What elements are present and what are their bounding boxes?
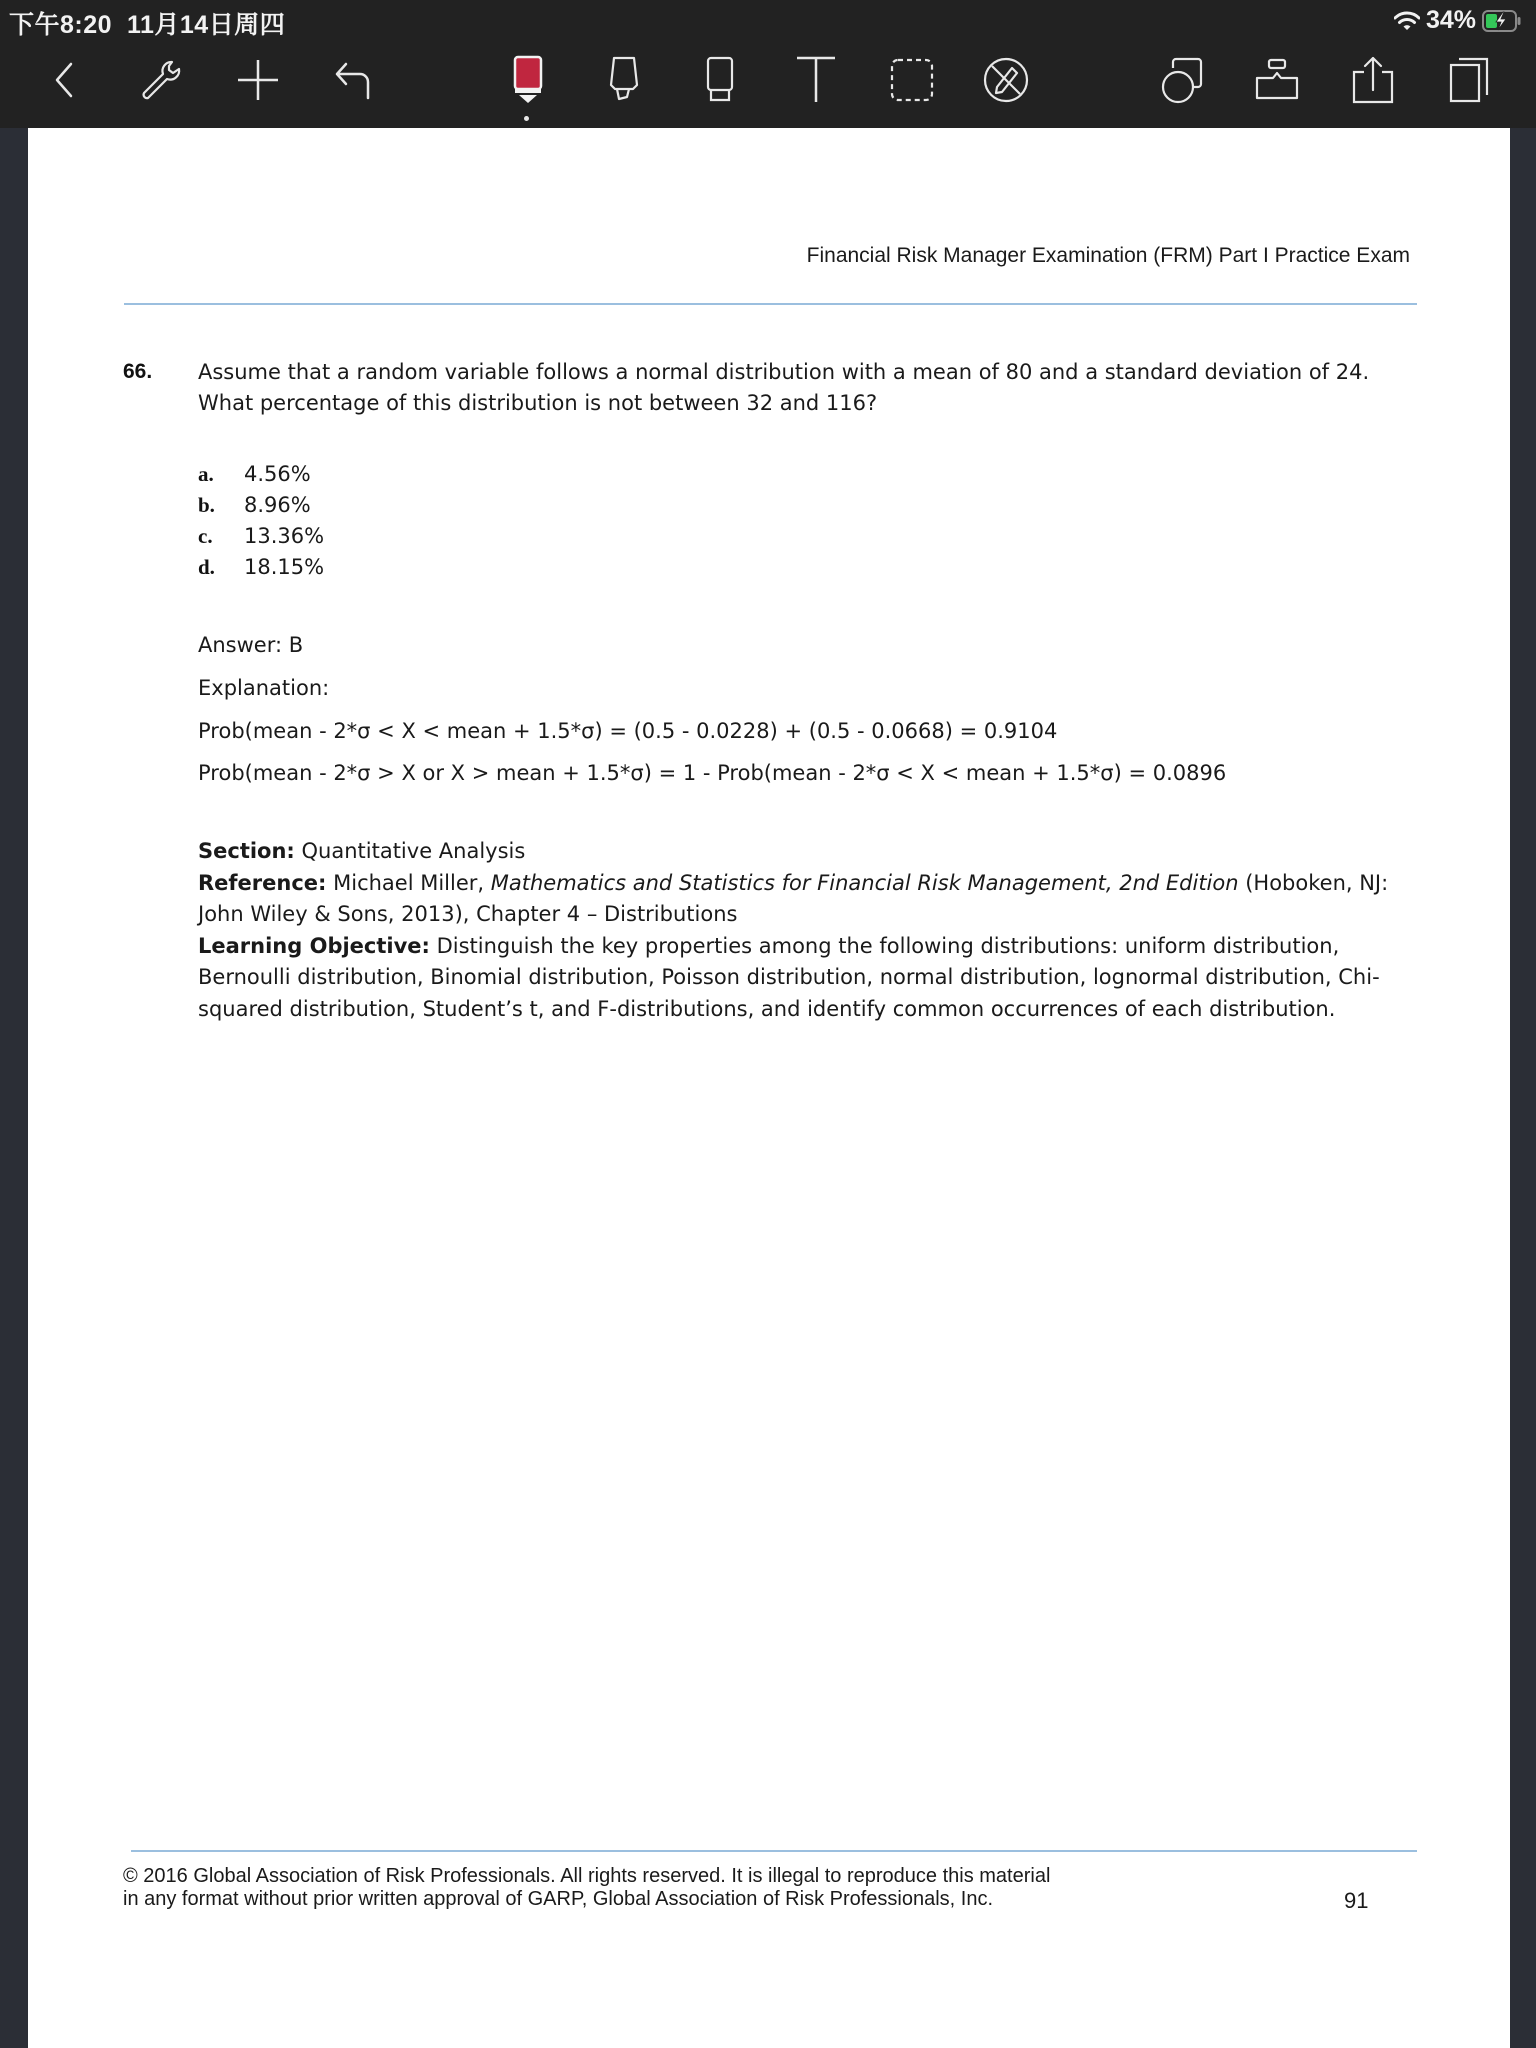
section-label: Section: <box>198 839 295 863</box>
answer-line: Answer: B <box>198 633 304 657</box>
battery-percent: 34% <box>1425 6 1476 34</box>
pen-tool-button[interactable] <box>500 52 556 108</box>
footer-divider <box>131 1850 1417 1852</box>
copyright-footer <box>123 1865 1050 1911</box>
explanation-label: Explanation: <box>198 676 330 700</box>
choice-value: 8.96% <box>244 493 311 517</box>
page-number: 91 <box>1344 1888 1369 1913</box>
answer-choices <box>198 462 324 586</box>
status-date-text: 11月14日周四 <box>126 11 286 39</box>
choice-value: 18.15% <box>244 555 325 579</box>
reference-line <box>198 868 1428 931</box>
tray-icon <box>1253 56 1301 104</box>
pencil-off-button[interactable] <box>978 52 1034 108</box>
learning-objective-line <box>198 931 1428 1026</box>
undo-button[interactable] <box>326 52 382 108</box>
reference-author: Michael Miller, <box>326 870 491 895</box>
section-line <box>198 836 1428 868</box>
status-time <box>9 5 285 41</box>
explanation-line: Prob(mean - 2*σ > X or X > mean + 1.5*σ) = 1 - Prob(mean - 2*σ < X < mean + 1.5*σ) = 0.0896 <box>198 761 1227 785</box>
choice-letter: b. <box>198 493 215 517</box>
reference-title: Mathematics and Statistics for Financial Risk Management, 2nd Edition <box>490 870 1239 895</box>
wifi-icon <box>1394 10 1420 32</box>
lasso-select-icon <box>889 57 935 103</box>
choice-item <box>198 462 324 493</box>
highlighter-tool-button[interactable] <box>596 52 652 108</box>
undo-arrow-icon <box>332 58 376 102</box>
running-head: Financial Risk Manager Examination (FRM) Part I Practice Exam <box>806 244 1410 267</box>
question-number: 66. <box>123 360 153 383</box>
tools-button[interactable] <box>133 52 189 108</box>
add-button[interactable] <box>230 52 286 108</box>
copyright-line: © 2016 Global Association of Risk Professionals. All rights reserved. It is illegal to reproduce this material <box>123 1865 1051 1887</box>
header-divider <box>124 303 1417 305</box>
lasso-tool-button[interactable] <box>884 52 940 108</box>
shapes-icon <box>1157 56 1205 104</box>
back-button[interactable] <box>36 52 92 108</box>
section-value: Quantitative Analysis <box>294 839 526 863</box>
reference-details: (Hoboken, NJ: John Wiley & Sons, 2013), Chapter 4 – Distributions <box>198 870 1389 926</box>
choice-item <box>198 493 324 524</box>
pen-icon <box>511 55 545 105</box>
plus-icon <box>236 58 280 102</box>
chevron-left-icon <box>49 60 79 100</box>
status-time-text: 下午8:20 <box>9 11 113 39</box>
wrench-icon <box>139 58 183 102</box>
reference-label: Reference: <box>198 870 327 895</box>
explanation-line: Prob(mean - 2*σ < X < mean + 1.5*σ) = (0.5 - 0.0228) + (0.5 - 0.0668) = 0.9104 <box>198 719 1058 743</box>
status-indicators <box>1394 6 1522 35</box>
pages-button[interactable] <box>1441 52 1497 108</box>
battery-charging-icon <box>1482 9 1522 33</box>
text-tool-button[interactable] <box>788 52 844 108</box>
share-icon <box>1349 54 1397 106</box>
choice-value: 4.56% <box>244 462 311 486</box>
left-gutter <box>0 128 28 2048</box>
choice-item <box>198 555 324 586</box>
top-bar <box>0 0 1536 128</box>
share-button[interactable] <box>1345 52 1401 108</box>
eraser-tool-button[interactable] <box>692 52 748 108</box>
present-button[interactable] <box>1249 52 1305 108</box>
text-tool-icon <box>794 55 838 105</box>
highlighter-icon <box>607 55 641 105</box>
learning-objective-value: Distinguish the key properties among the following distributions: uniform distribution, Bernoulli distribution, Binomial distribution, Poisson distribution, normal distribution, lognormal distribution, Chi-squared distribution, Student’s t, and F-distributions, and identify common occurrences of each distribution. <box>198 933 1380 1021</box>
learning-objective-label: Learning Objective: <box>198 933 430 958</box>
choice-letter: c. <box>198 524 213 548</box>
shapes-button[interactable] <box>1153 52 1209 108</box>
right-gutter <box>1510 128 1536 2048</box>
choice-item <box>198 524 324 555</box>
eraser-icon <box>703 55 737 105</box>
pencil-disabled-icon <box>982 56 1030 104</box>
active-tool-indicator <box>524 116 529 121</box>
choice-letter: d. <box>198 555 215 579</box>
document-page[interactable] <box>28 128 1510 2048</box>
pages-icon <box>1447 55 1491 105</box>
choice-letter: a. <box>198 462 214 486</box>
question-text: Assume that a random variable follows a normal distribution with a mean of 80 and a standard deviation of 24. What percentage of this distribution is not between 32 and 116? <box>198 360 1370 415</box>
question-metadata <box>198 836 1428 1025</box>
choice-value: 13.36% <box>244 524 325 548</box>
copyright-line: in any format without prior written approval of GARP, Global Association of Risk Professionals, Inc. <box>123 1888 994 1910</box>
